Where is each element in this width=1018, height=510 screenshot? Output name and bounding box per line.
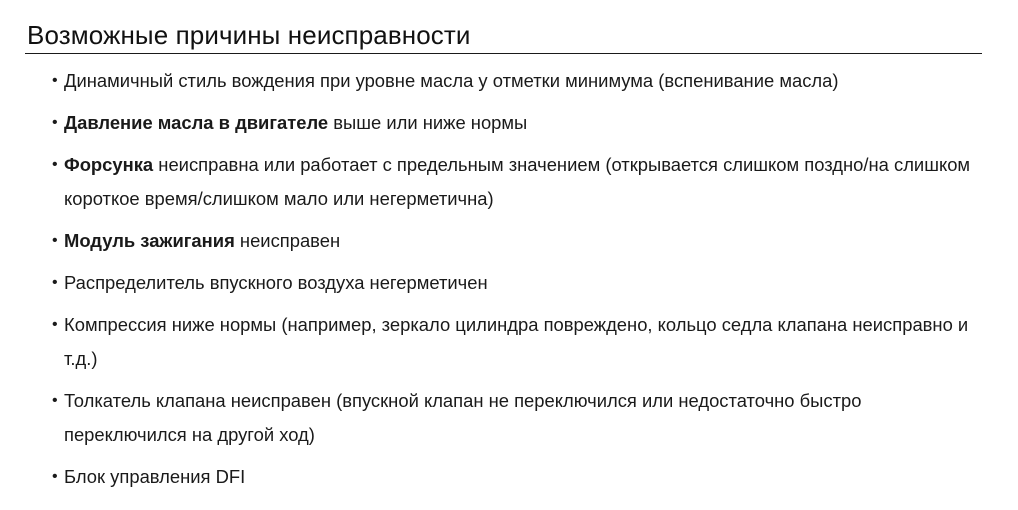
cause-text: неисправен (234, 230, 341, 251)
section-heading: Возможные причины неисправности (27, 20, 471, 50)
bullet-icon: • (52, 274, 58, 291)
cause-item-5 (52, 266, 987, 300)
bullet-icon: • (52, 232, 58, 249)
cause-bold-term: Модуль зажигания (64, 230, 235, 251)
bullet-icon: • (52, 114, 58, 131)
cause-item-4 (52, 224, 987, 258)
cause-text: Толкатель клапана неисправен (впускной клапан не переключился или недостаточно быстро переключился на другой ход) (64, 390, 862, 445)
cause-bold-term: Давление масла в двигателе (64, 112, 329, 133)
bullet-icon: • (52, 392, 58, 409)
cause-item-7 (52, 384, 987, 452)
causes-list (52, 64, 987, 502)
cause-text: Блок управления DFI (64, 466, 246, 487)
heading-divider (25, 53, 982, 54)
cause-item-1 (52, 64, 987, 98)
cause-text: выше или ниже нормы (328, 112, 528, 133)
cause-text: неисправна или работает с предельным значением (открывается слишком поздно/на слишком короткое время/слишком мало или негерметична) (64, 154, 971, 209)
cause-text: Компрессия ниже нормы (например, зеркало цилиндра повреждено, кольцо седла клапана неисправно и т.д.) (64, 314, 969, 369)
cause-item-8 (52, 460, 987, 494)
cause-text: Распределитель впускного воздуха негерметичен (64, 272, 488, 293)
bullet-icon: • (52, 316, 58, 333)
cause-item-2 (52, 106, 987, 140)
bullet-icon: • (52, 468, 58, 485)
cause-text: Динамичный стиль вождения при уровне масла у отметки минимума (вспенивание масла) (64, 70, 839, 91)
cause-bold-term: Форсунка (64, 154, 154, 175)
bullet-icon: • (52, 72, 58, 89)
cause-item-6 (52, 308, 987, 376)
bullet-icon: • (52, 156, 58, 173)
cause-item-3 (52, 148, 987, 216)
